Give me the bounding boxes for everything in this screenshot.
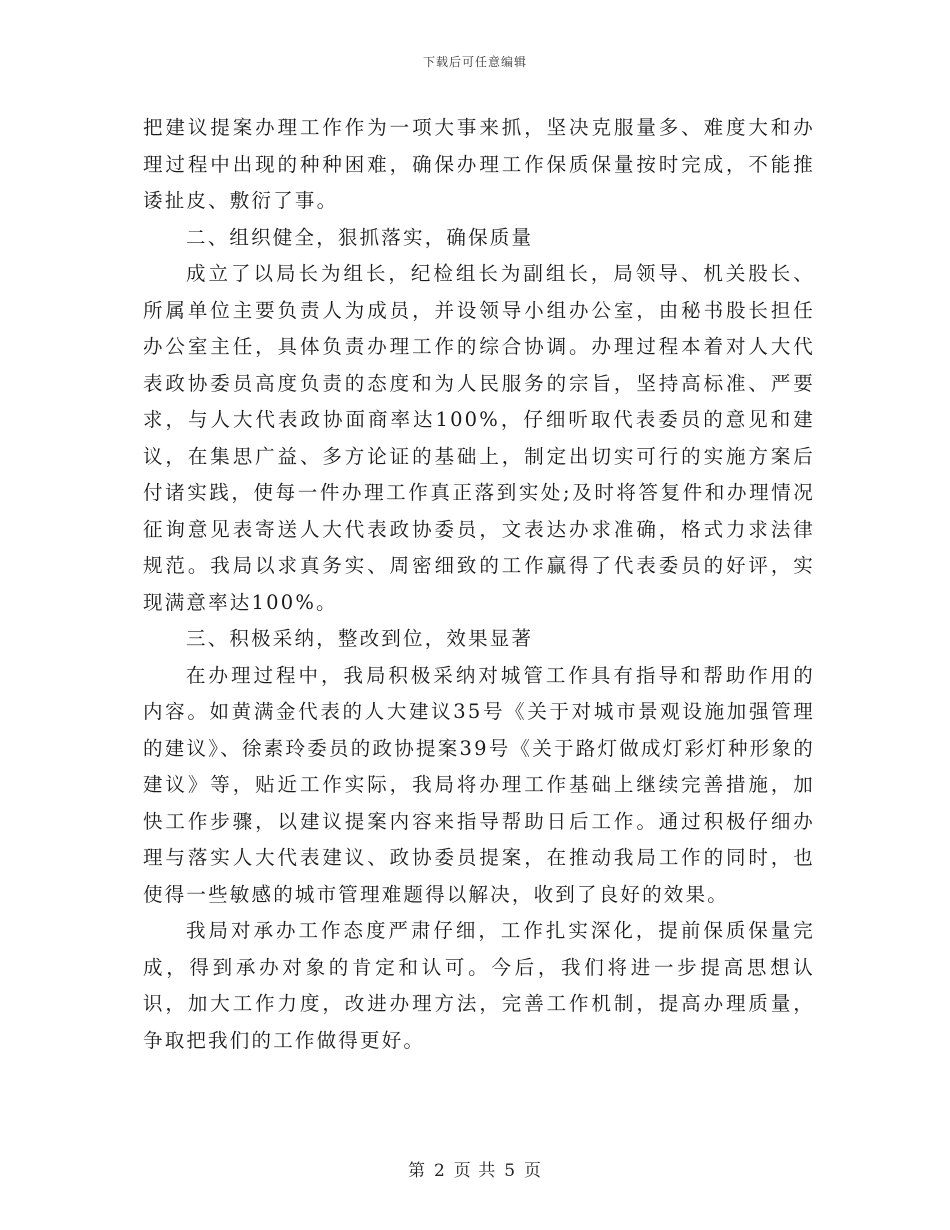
section-heading-3: 三、积极采纳，整改到位，效果显著 — [186, 627, 534, 650]
paragraph-adoption: 在办理过程中，我局积极采纳对城管工作具有指导和帮助作用的内容。如黄满金代表的人大建议35号《关于对城市景观设施加强管理的建议》、徐素玲委员的政协提案39号《关于路灯做成灯彩灯种形象的建议》等，贴近工作实际，我局将办理工作基础上继续完善措施，加快工作步骤，以建议提案内容来指导帮助日后工作。通过积极仔细办理与落实人大代表建议、政协委员提案，在推动我局工作的同时，也使得一些敏感的城市管理难题得以解决，收到了良好的效果。 — [143, 663, 815, 906]
section-heading-2: 二、组织健全，狠抓落实，确保质量 — [186, 225, 534, 249]
footer-suffix: 页 — [524, 1161, 543, 1181]
paragraph-organization: 成立了以局长为组长，纪检组长为副组长，局领导、机关股长、所属单位主要负责人为成员，并设领导小组办公室，由秘书股长担任办公室主任，具体负责办理工作的综合协调。办理过程本着对人大代表政协委员高度负责的态度和为人民服务的宗旨，坚持高标准、严要求，与人大代表政协面商率达100%，仔细听取代表委员的意见和建议，在集思广益、多方论证的基础上，制定出切实可行的实施方案后付诸实践，使每一件办理工作真正落到实处;及时将答复件和办理情况征询意见表寄送人大代表政协委员，文表达办求准确，格式力求法律规范。我局以求真务实、周密细致的工作赢得了代表委员的好评，实现满意率达100%。 — [143, 262, 815, 614]
paragraph-conclusion: 我局对承办工作态度严肃仔细，工作扎实深化，提前保质保量完成，得到承办对象的肯定和认可。今后，我们将进一步提高思想认识，加大工作力度，改进办理方法，完善工作机制，提高办理质量，争取把我们的工作做得更好。 — [143, 919, 815, 1052]
paragraph-continued: 把建议提案办理工作作为一项大事来抓，坚决克服量多、难度大和办理过程中出现的种种困难，确保办理工作保质保量按时完成，不能推诿扯皮、敷衍了事。 — [143, 116, 815, 212]
document-body — [143, 110, 815, 1059]
footer-middle: 页 共 — [453, 1161, 497, 1181]
page-header: 下载后可任意编辑 — [422, 55, 527, 69]
page-footer — [0, 1156, 950, 1181]
footer-total-pages: 5 — [504, 1161, 517, 1181]
footer-prefix: 第 — [407, 1161, 426, 1181]
footer-page-number: 2 — [433, 1161, 446, 1181]
